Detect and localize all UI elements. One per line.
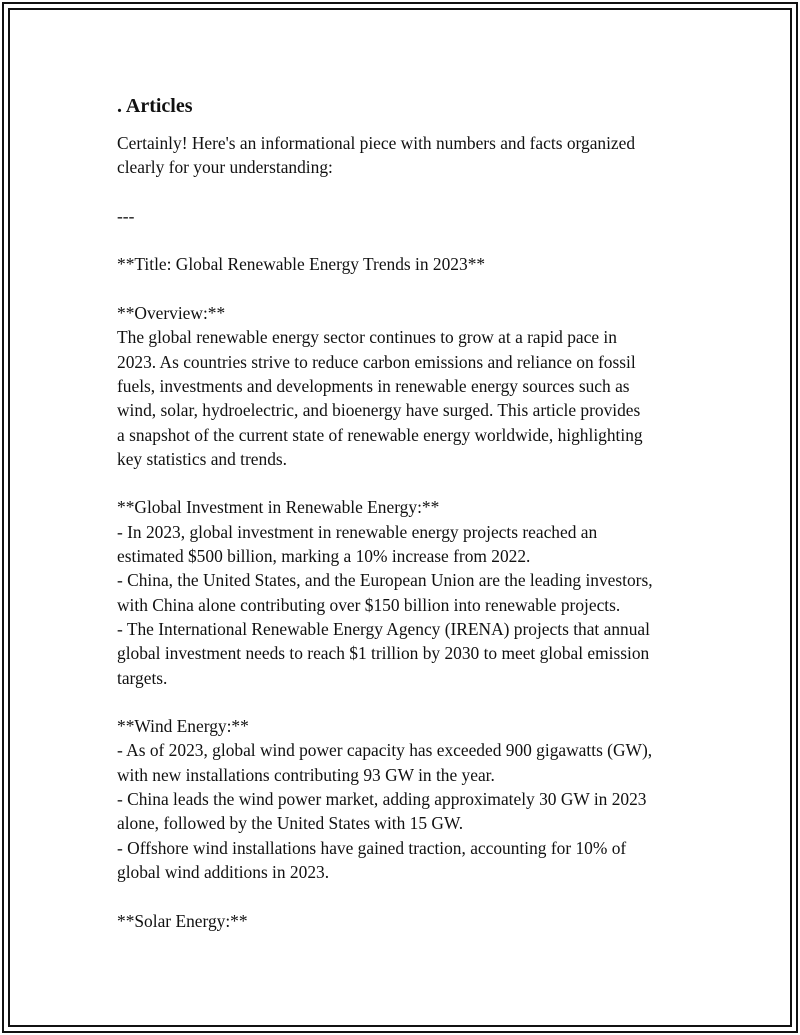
- investment-section: [117, 495, 697, 689]
- document-body: [117, 92, 697, 957]
- text-line: wind, solar, hydroelectric, and bioenergy have surged. This article provides: [117, 400, 641, 421]
- solar-heading: **Solar Energy:**: [117, 910, 248, 931]
- solar-section: [117, 909, 697, 933]
- separator-text: ---: [117, 205, 135, 226]
- text-line: Certainly! Here's an informational piece with numbers and facts organized: [117, 133, 636, 153]
- overview-section: [117, 301, 697, 471]
- wind-section: [117, 714, 697, 884]
- wind-heading: **Wind Energy:**: [117, 716, 249, 737]
- text-line: with new installations contributing 93 GW in the year.: [117, 764, 495, 785]
- text-line: fuels, investments and developments in renewable energy sources such as: [117, 375, 630, 396]
- text-line: estimated $500 billion, marking a 10% increase from 2022.: [117, 546, 531, 567]
- text-line: - China, the United States, and the European Union are the leading investors,: [117, 570, 653, 591]
- text-line: - Offshore wind installations have gained traction, accounting for 10% of: [117, 837, 627, 858]
- text-line: - As of 2023, global wind power capacity has exceeded 900 gigawatts (GW),: [117, 740, 653, 761]
- text-line: clearly for your understanding:: [117, 157, 333, 178]
- text-line: global investment needs to reach $1 trillion by 2030 to meet global emission: [117, 643, 650, 664]
- text-line: targets.: [117, 667, 168, 688]
- text-line: - The International Renewable Energy Agency (IRENA) projects that annual: [117, 618, 650, 639]
- text-line: with China alone contributing over $150 billion into renewable projects.: [117, 594, 621, 615]
- text-line: - In 2023, global investment in renewable energy projects reached an: [117, 521, 598, 542]
- overview-heading: **Overview:**: [117, 303, 226, 324]
- text-line: The global renewable energy sector continues to grow at a rapid pace in: [117, 327, 617, 348]
- separator-line: [117, 204, 697, 228]
- text-line: global wind additions in 2023.: [117, 861, 330, 882]
- text-line: a snapshot of the current state of renewable energy worldwide, highlighting: [117, 424, 643, 445]
- text-line: 2023. As countries strive to reduce carbon emissions and reliance on fossil: [117, 351, 636, 372]
- text-line: - China leads the wind power market, adding approximately 30 GW in 2023: [117, 789, 647, 810]
- title-text: **Title: Global Renewable Energy Trends in 2023**: [117, 254, 486, 275]
- investment-heading: **Global Investment in Renewable Energy:**: [117, 497, 440, 518]
- intro-paragraph: [117, 131, 697, 180]
- article-title: [117, 252, 697, 276]
- text-line: alone, followed by the United States with 15 GW.: [117, 813, 464, 834]
- section-heading: . Articles: [117, 95, 193, 117]
- text-line: key statistics and trends.: [117, 448, 288, 469]
